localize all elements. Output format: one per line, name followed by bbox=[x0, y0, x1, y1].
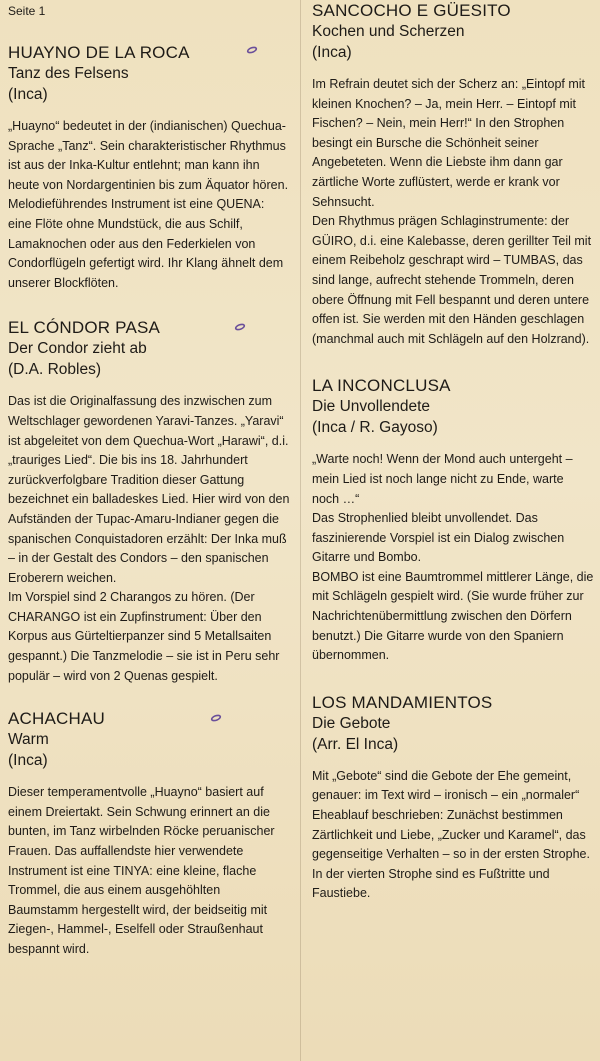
section-title: SANCOCHO E GÜESITO bbox=[312, 1, 511, 20]
body-paragraph: Dieser temperamentvolle „Huayno“ basiert auf einem Dreiertakt. Sein Schwung erinnert an die bunten, im Tanz wirbelnden Röcke peruanischer Frauen. Das auffallendste hier verwendete Instrument ist eine TINYA: eine kleine, flache Trommel, die aus einem ausgehöhlten Baumstamm hergestellt wird, der beidseitig mit Ziegen-, Hammel-, Eselfell oder Straußenhaut bespannt wird. bbox=[8, 785, 275, 956]
body-paragraph: „Warte noch! Wenn der Mond auch untergeht – mein Lied ist noch lange nicht zu Ende, warte noch …“ bbox=[312, 452, 573, 506]
section-title: ACHACHAU bbox=[8, 709, 106, 729]
pen-mark-icon bbox=[210, 714, 222, 722]
body-paragraph: Den Rhythmus prägen Schlaginstrumente: der GÜIRO, d.i. eine Kalebasse, deren gerillter Teil mit einem Reibeholz geschrapt wird – TUMBAS, das sind lange, aufrecht stehende Trommeln, deren obere Öffnung mit Fell bespannt und deren untere offen ist. Sie werden mit den Händen geschlagen (manchmal auch mit Schlägeln auf den Holzrand). bbox=[312, 214, 592, 346]
section-los-mandamientos bbox=[312, 692, 594, 904]
section-author: (Arr. El Inca) bbox=[312, 735, 399, 753]
page-label: Seite 1 bbox=[8, 4, 46, 18]
body-paragraph: „Huayno“ bedeutet in der (indianischen) Quechua-Sprache „Tanz“. Sein charakteristischer Rhythmus ist aus der Inka-Kultur entlehnt; man kann ihn heute von Nordargentinien bis zum Äquator hören. Melodieführendes Instrument ist eine QUENA: eine Flöte ohne Mundstück, die aus Schilf, Lamaknochen oder aus den Federkielen von Condorflügeln gefertigt wird. Ihr Klang ähnelt dem unserer Blockflöten. bbox=[8, 119, 289, 290]
pen-mark-icon bbox=[246, 46, 258, 54]
section-subtitle: Kochen und Scherzen bbox=[312, 23, 465, 40]
section-body bbox=[312, 767, 594, 904]
section-author: (Inca) bbox=[8, 752, 48, 770]
body-paragraph: Das Strophenlied bleibt unvollendet. Das faszinierende Vorspiel ist ein Dialog zwischen Gitarre und Bombo. bbox=[312, 511, 565, 565]
section-title: HUAYNO DE LA ROCA bbox=[8, 43, 190, 62]
pen-mark-icon bbox=[234, 323, 246, 331]
section-huayno-de-la-roca bbox=[8, 42, 290, 293]
section-title: LA INCONCLUSA bbox=[312, 376, 451, 396]
body-paragraph: Das ist die Originalfassung des inzwischen zum Weltschlager gewordenen Yaravi-Tanzes. „Yaravi“ ist abgeleitet von dem Quechua-Wort „Harawi“, d.i. „trauriges Lied“. Die bis ins 18. Jahrhundert zurückverfolgbare Tradition dieser Gattung bezeichnet ein balladeskes Lied. Hier wird von den Aufständen der Tupac-Amaru-Indianer gegen die spanischen Conquistadoren erzählt: Der Inka muß – in der Gestalt des Condors – den spanischen Eroberern weichen. bbox=[8, 394, 290, 585]
section-title: EL CÓNDOR PASA bbox=[8, 318, 161, 338]
body-paragraph: Im Refrain deutet sich der Scherz an: „Eintopf mit kleinen Knochen? – Ja, mein Herr. – Eintopf mit Fischen? – Nein, mein Herr!“ In den Strophen besingt ein Bursche die Schönheit seiner Angebeteten. Wenn die Liebste ihm dann gar zärtliche Worte zuflüstert, werde er krank vor Sehnsucht. bbox=[312, 77, 586, 209]
section-author: (Inca) bbox=[312, 44, 352, 61]
section-body bbox=[8, 783, 290, 959]
left-column bbox=[8, 0, 290, 960]
section-subtitle: Der Condor zieht ab bbox=[8, 340, 147, 358]
body-paragraph: Mit „Gebote“ sind die Gebote der Ehe gemeint, genauer: im Text wird – ironisch – ein „normaler“ Eheablauf beschrieben: Zunächst bestimmen Zärtlichkeit und Liebe, „Zucker und Karamel“, das gegenseitige Verhalten – so in der ersten Strophe. In der vierten Strophe sind es Fußtritte und Faustiebe. bbox=[312, 768, 590, 901]
body-paragraph: Im Vorspiel sind 2 Charangos zu hören. (Der CHARANGO ist ein Zupfinstrument: Über den Korpus aus Gürteltierpanzer sind 5 Metallsaiten gespannt.) Die Tanzmelodie – sie ist in Peru sehr populär – wird von 2 Quenas gespielt. bbox=[8, 590, 280, 683]
section-subtitle: Die Unvollendete bbox=[312, 398, 431, 416]
section-la-inconclusa bbox=[312, 375, 594, 666]
section-subtitle: Die Gebote bbox=[312, 714, 391, 732]
section-author: (Inca / R. Gayoso) bbox=[312, 419, 438, 437]
section-body bbox=[8, 392, 290, 686]
body-paragraph: BOMBO ist eine Baumtrommel mittlerer Länge, die mit Schlägeln gespielt wird. (Sie wurde früher zur Nachrichtenübermittlung zwischen den Dörfern benutzt.) Die Gitarre wurde von den Spaniern übernommen. bbox=[312, 569, 594, 663]
section-author: (D.A. Robles) bbox=[8, 361, 102, 379]
section-title: LOS MANDAMIENTOS bbox=[312, 692, 493, 712]
section-el-condor-pasa bbox=[8, 317, 290, 686]
section-sancocho-e-guesito bbox=[312, 0, 594, 349]
section-body bbox=[312, 75, 594, 349]
section-subtitle: Tanz des Felsens bbox=[8, 65, 129, 82]
section-subtitle: Warm bbox=[8, 731, 49, 749]
section-body bbox=[8, 117, 290, 293]
section-author: (Inca) bbox=[8, 86, 48, 103]
section-body bbox=[312, 450, 594, 666]
section-achachau bbox=[8, 708, 290, 959]
column-divider bbox=[300, 0, 301, 1061]
right-column bbox=[312, 0, 594, 904]
